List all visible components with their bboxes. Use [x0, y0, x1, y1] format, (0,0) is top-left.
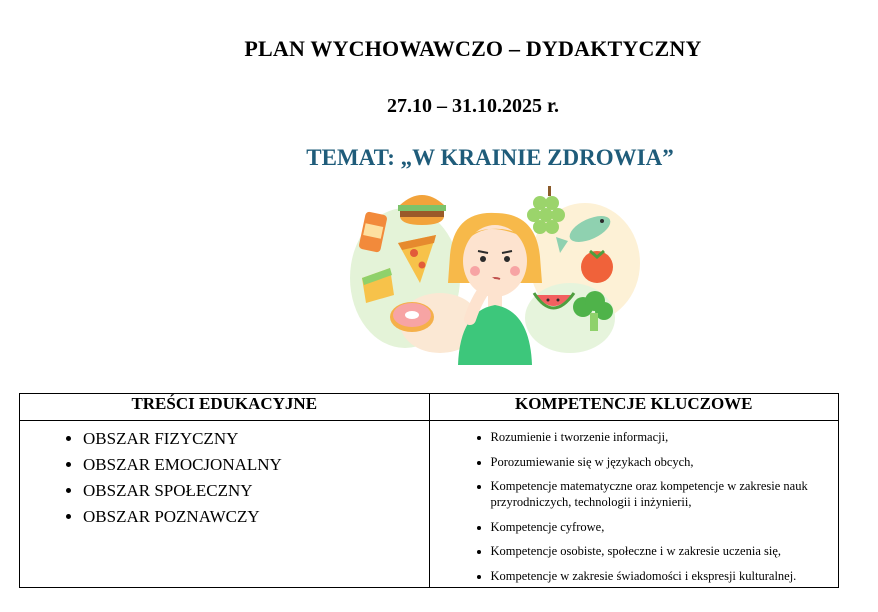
list-item: • Kompetencje matematyczne oraz kompetencje w zakresie nauk przyrodniczych, technologii i inżynierii, — [491, 478, 830, 510]
topic-heading: TEMAT: „W KRAINIE ZDROWIA” — [306, 145, 674, 170]
list-item: • Rozumienie i tworzenie informacji, — [491, 429, 830, 445]
header-educational-content: TREŚCI EDUKACYJNE — [20, 394, 430, 421]
list-item: • OBSZAR SPOŁECZNY — [83, 478, 428, 504]
list-item: • Kompetencje osobiste, społeczne i w zakresie uczenia się, — [491, 543, 830, 559]
page-title: PLAN WYCHOWAWCZO – DYDAKTYCZNY — [244, 36, 702, 61]
date-range: 27.10 – 31.10.2025 r. — [386, 95, 560, 117]
competences-cell — [429, 421, 839, 588]
list-item: • OBSZAR POZNAWCZY — [83, 504, 428, 530]
list-item: • Porozumiewanie się w językach obcych, — [491, 454, 830, 470]
girl-icon — [448, 213, 542, 365]
areas-cell — [20, 421, 430, 588]
donut-icon — [390, 302, 434, 332]
burger-icon — [398, 195, 446, 225]
education-table — [19, 393, 839, 588]
areas-list — [21, 426, 428, 530]
list-item: • Kompetencje w zakresie świadomości i ekspresji kulturalnej. — [491, 568, 830, 584]
list-item: • OBSZAR FIZYCZNY — [83, 426, 428, 452]
tomato-icon — [581, 251, 613, 283]
thinking-girl-with-food-icon — [350, 183, 640, 365]
header-key-competences: KOMPETENCJE KLUCZOWE — [429, 394, 839, 421]
competences-list — [431, 429, 838, 584]
list-item: • Kompetencje cyfrowe, — [491, 519, 830, 535]
list-item: • OBSZAR EMOCJONALNY — [83, 452, 428, 478]
